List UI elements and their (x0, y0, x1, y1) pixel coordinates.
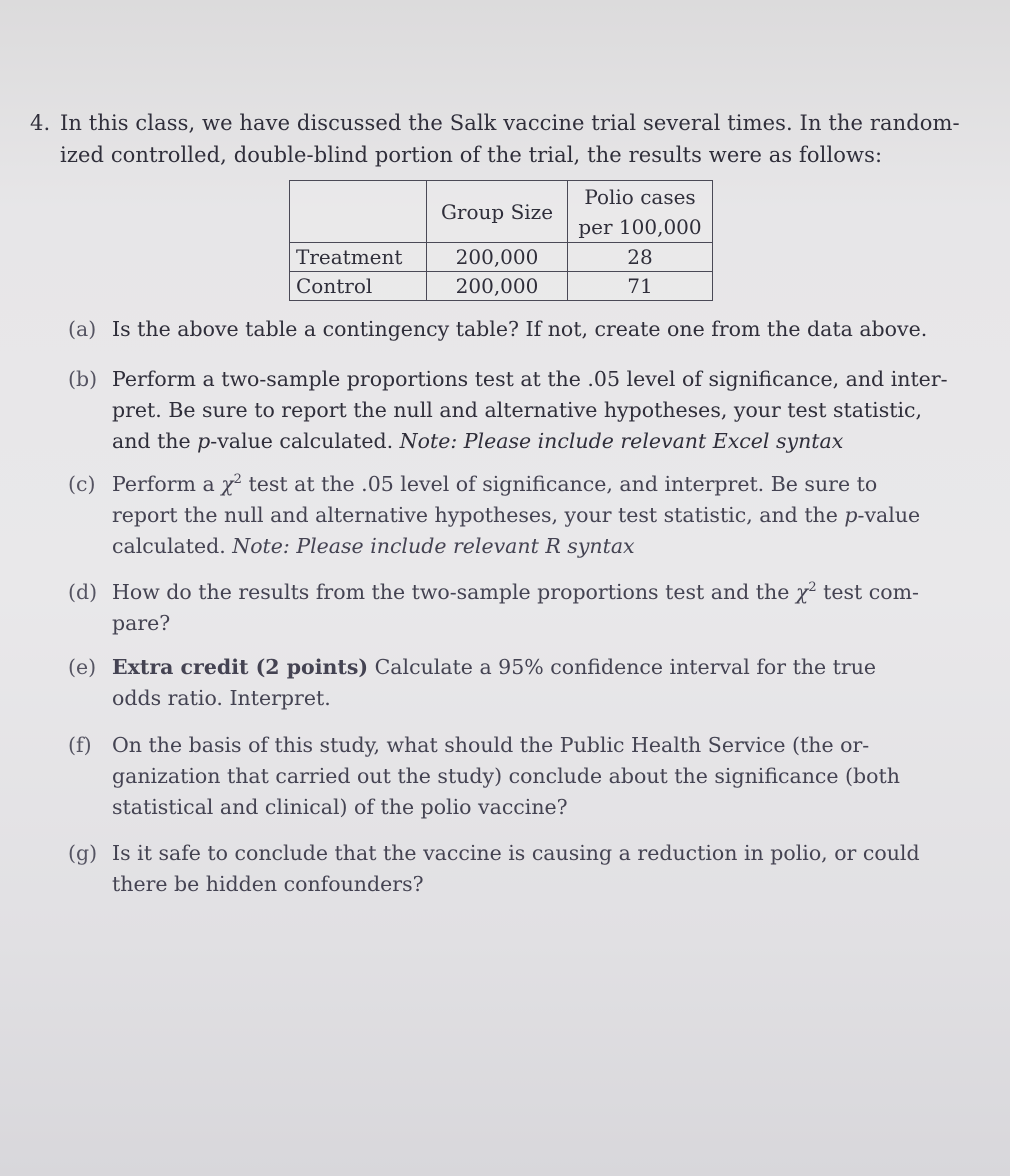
text-segment: -value calculated. (210, 429, 400, 453)
part-label: (e) (68, 655, 97, 679)
excel-note: Note: Please include relevant Excel syntax (399, 429, 844, 453)
row-group-size: 200,000 (427, 243, 568, 272)
r-note: Note: Please include relevant R syntax (232, 534, 635, 558)
row-polio-cases: 28 (568, 243, 713, 272)
table-row (290, 243, 713, 272)
header-polio-line-1: Polio cases (584, 184, 696, 209)
part-a-line-1: Is the above table a contingency table? If not, create one from the data above. (112, 317, 928, 341)
text-segment: report the null and alternative hypotheses, your test statistic, and the (112, 503, 845, 527)
text-segment: Perform a (112, 472, 222, 496)
part-label: (g) (68, 841, 98, 865)
problem-number: 4. (30, 111, 51, 135)
extra-credit-label: Extra credit (2 points) (112, 655, 369, 679)
part-g-line-1: Is it safe to conclude that the vaccine is causing a reduction in polio, or could (112, 841, 920, 865)
part-b (68, 364, 963, 457)
header-group-size: Group Size (427, 181, 568, 243)
part-label: (c) (68, 472, 96, 496)
part-f-line-2: ganization that carried out the study) conclude about the significance (both (112, 764, 900, 788)
row-group-size: 200,000 (427, 272, 568, 301)
chi-symbol: χ (221, 472, 234, 496)
part-e-line-2: odds ratio. Interpret. (112, 686, 331, 710)
part-d-line-1 (112, 577, 963, 608)
part-c (68, 469, 963, 562)
superscript: 2 (808, 580, 817, 596)
text-segment: How do the results from the two-sample proportions test and the (112, 580, 796, 604)
part-a (68, 314, 963, 345)
part-label: (f) (68, 733, 92, 757)
part-c-line-1 (112, 469, 963, 500)
part-b-line-3 (112, 426, 963, 457)
superscript: 2 (233, 472, 242, 488)
text-segment: test com- (816, 580, 919, 604)
part-f (68, 730, 963, 823)
intro-line-1: In this class, we have discussed the Salk vaccine trial several times. In the random- (60, 111, 960, 135)
text-segment: calculated. (112, 534, 233, 558)
text-segment: and the (112, 429, 198, 453)
part-d (68, 577, 963, 639)
part-c-line-2 (112, 500, 963, 531)
part-label: (d) (68, 580, 98, 604)
part-f-line-1: On the basis of this study, what should the Public Health Service (the or- (112, 733, 870, 757)
header-polio-line-2: per 100,000 (578, 214, 702, 239)
part-c-line-3 (112, 531, 963, 562)
part-b-line-2: pret. Be sure to report the null and alternative hypotheses, your test statistic, (112, 398, 923, 422)
text-segment: test at the .05 level of significance, and interpret. Be sure to (241, 472, 878, 496)
text-segment: Calculate a 95% confidence interval for the true (368, 655, 877, 679)
intro-line-2: ized controlled, double-blind portion of the trial, the results were as follows: (60, 143, 883, 167)
part-f-line-3: statistical and clinical) of the polio vaccine? (112, 795, 568, 819)
part-d-line-2: pare? (112, 611, 171, 635)
results-table (289, 180, 713, 301)
part-g-line-2: there be hidden confounders? (112, 872, 424, 896)
part-e (68, 652, 963, 714)
part-label: (b) (68, 367, 98, 391)
chi-symbol: χ (795, 580, 809, 604)
header-polio-cases (568, 181, 713, 243)
p-symbol: p (197, 429, 211, 453)
table-header-row (290, 181, 713, 243)
problem-intro (30, 107, 980, 171)
text-segment: -value (857, 503, 921, 527)
table-row (290, 272, 713, 301)
row-label: Treatment (290, 243, 427, 272)
row-label: Control (290, 272, 427, 301)
row-polio-cases: 71 (568, 272, 713, 301)
part-label: (a) (68, 317, 97, 341)
p-symbol: p (844, 503, 858, 527)
part-e-line-1 (112, 652, 963, 683)
header-empty-cell (290, 181, 427, 243)
part-g (68, 838, 963, 900)
part-b-line-1: Perform a two-sample proportions test at the .05 level of significance, and inter- (112, 367, 948, 391)
